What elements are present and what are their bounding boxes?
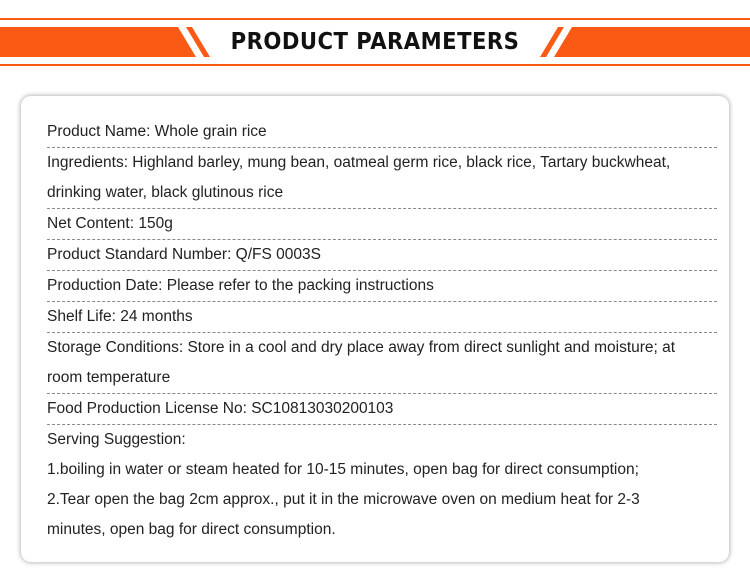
parameter-row: [47, 394, 717, 425]
parameter-text: 2.Tear open the bag 2cm approx., put it in the microwave oven on medium heat for 2-3: [47, 491, 640, 508]
parameter-text: Product Name: Whole grain rice: [47, 123, 267, 140]
parameter-row: [47, 117, 717, 148]
parameter-text: Storage Conditions: Store in a cool and dry place away from direct sunlight and moisture; at: [47, 339, 676, 356]
banner-left-band: [0, 27, 196, 57]
parameter-text: drinking water, black glutinous rice: [47, 184, 284, 201]
parameter-text: Serving Suggestion:: [47, 431, 186, 448]
parameter-text: Production Date: Please refer to the packing instructions: [47, 277, 434, 294]
page-title: PRODUCT PARAMETERS: [230, 29, 520, 55]
parameters-list: [47, 117, 717, 545]
section-banner: [0, 18, 750, 66]
parameter-text: Ingredients: Highland barley, mung bean, oatmeal germ rice, black rice, Tartary buckwheat,: [47, 154, 671, 171]
parameters-card: [21, 96, 729, 562]
parameter-text: Shelf Life: 24 months: [47, 308, 193, 325]
parameter-row: [47, 425, 717, 545]
parameter-row: [47, 333, 717, 394]
parameter-row: [47, 240, 717, 271]
parameter-row: [47, 302, 717, 333]
parameter-row: [47, 148, 717, 209]
parameter-text: 1.boiling in water or steam heated for 10-15 minutes, open bag for direct consumption;: [47, 461, 639, 478]
parameter-text: Food Production License No: SC10813030200103: [47, 400, 394, 417]
parameter-row: [47, 209, 717, 240]
parameter-row: [47, 271, 717, 302]
banner-right-band: [554, 27, 750, 57]
parameter-text: Product Standard Number: Q/FS 0003S: [47, 246, 321, 263]
parameter-text: Net Content: 150g: [47, 215, 173, 232]
parameter-text: minutes, open bag for direct consumption.: [47, 521, 336, 538]
parameter-text: room temperature: [47, 369, 171, 386]
